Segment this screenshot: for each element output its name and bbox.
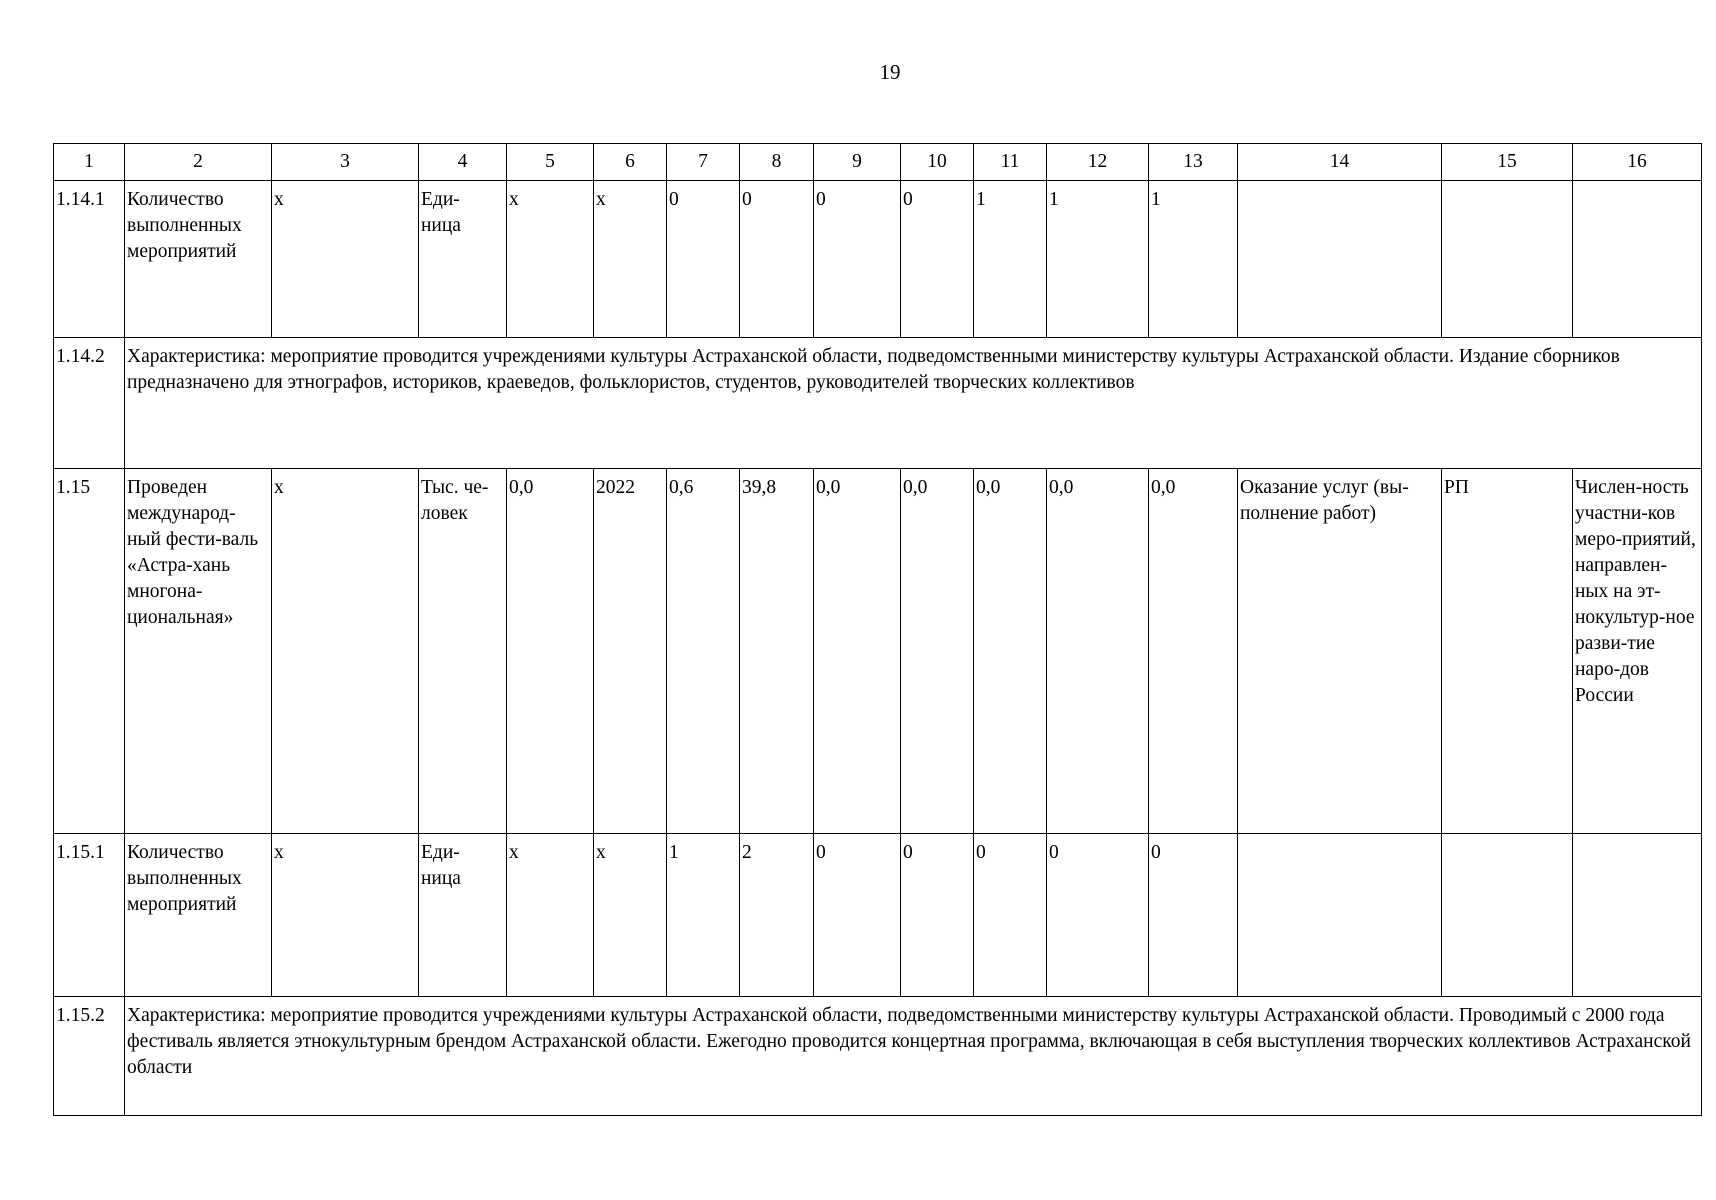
row-number-cell: 1.15 (54, 469, 125, 834)
table-cell: Числен-ность участни-ков меро-приятий, направлен-ных на эт-нокультур-ное разви-тие наро-дов России (1573, 469, 1702, 834)
column-header: 10 (901, 144, 974, 181)
table-header-row (54, 144, 1702, 181)
table-cell (1573, 834, 1702, 997)
table-cell: 0,0 (1047, 469, 1149, 834)
table-cell: 0,0 (814, 469, 901, 834)
table-cell (1238, 181, 1442, 338)
table-cell: 0,0 (507, 469, 594, 834)
column-header: 3 (272, 144, 419, 181)
page-number: 19 (879, 60, 901, 84)
table-cell: 1 (667, 834, 740, 997)
table-cell: x (594, 834, 667, 997)
table-cell: 0 (901, 834, 974, 997)
row-number-cell: 1.15.1 (54, 834, 125, 997)
table-cell (1238, 834, 1442, 997)
row-number-cell: 1.14.2 (54, 338, 125, 469)
table-cell (1442, 181, 1573, 338)
table-cell: Оказание услуг (вы-полнение работ) (1238, 469, 1442, 834)
table-cell: 0,0 (974, 469, 1047, 834)
row-number-cell: 1.14.1 (54, 181, 125, 338)
table-cell (1573, 181, 1702, 338)
table-cell: Еди- ница (419, 181, 507, 338)
characteristic-text-cell: Характеристика: мероприятие проводится учреждениями культуры Астраханской области, подведомственными министерству культуры Астраханской области. Издание сборников предназначено для этнографов, историков, краеведов, фольклористов, студентов, руководителей творческих коллективов (125, 338, 1702, 469)
table-cell: 1 (1047, 181, 1149, 338)
table-cell: x (272, 834, 419, 997)
table-cell: 1 (1149, 181, 1238, 338)
column-header: 5 (507, 144, 594, 181)
table-cell: 0 (1047, 834, 1149, 997)
column-header: 2 (125, 144, 272, 181)
column-header: 1 (54, 144, 125, 181)
row-number-cell: 1.15.2 (54, 997, 125, 1116)
column-header: 11 (974, 144, 1047, 181)
table-cell: Еди- ница (419, 834, 507, 997)
table-cell: Количество выполненных мероприятий (125, 834, 272, 997)
table-cell: x (272, 181, 419, 338)
column-header: 13 (1149, 144, 1238, 181)
table-cell: 0,0 (1149, 469, 1238, 834)
table-row (54, 181, 1702, 338)
column-header: 15 (1442, 144, 1573, 181)
table-cell: 0 (667, 181, 740, 338)
table-cell: 0,6 (667, 469, 740, 834)
table-cell: 0 (1149, 834, 1238, 997)
column-header: 6 (594, 144, 667, 181)
characteristic-text-cell: Характеристика: мероприятие проводится учреждениями культуры Астраханской области, подведомственными министерству культуры Астраханской области. Проводимый с 2000 года фестиваль является этнокультурным брендом Астраханской области. Ежегодно проводится концертная программа, включающая в себя выступления творческих коллективов Астраханской области (125, 997, 1702, 1116)
table-cell: 39,8 (740, 469, 814, 834)
table-cell: 0 (814, 181, 901, 338)
column-header: 16 (1573, 144, 1702, 181)
table-cell: Тыс. че-ловек (419, 469, 507, 834)
table-cell: Количество выполненных мероприятий (125, 181, 272, 338)
column-header: 4 (419, 144, 507, 181)
table-cell (1442, 834, 1573, 997)
table-cell: 0 (901, 181, 974, 338)
table-cell: Проведен международ-ный фести-валь «Астра-хань многона-циональная» (125, 469, 272, 834)
table-cell: 0 (814, 834, 901, 997)
table-cell: 0,0 (901, 469, 974, 834)
table-cell: РП (1442, 469, 1573, 834)
column-header: 9 (814, 144, 901, 181)
column-header: 8 (740, 144, 814, 181)
table-cell: x (507, 834, 594, 997)
table-row (54, 338, 1702, 469)
table-cell: x (594, 181, 667, 338)
table-cell: 0 (740, 181, 814, 338)
table-row (54, 469, 1702, 834)
table-cell: x (272, 469, 419, 834)
table-row (54, 997, 1702, 1116)
column-header: 14 (1238, 144, 1442, 181)
document-table (53, 143, 1702, 1116)
table-cell: 2022 (594, 469, 667, 834)
table-cell: x (507, 181, 594, 338)
column-header: 12 (1047, 144, 1149, 181)
table-row (54, 834, 1702, 997)
column-header: 7 (667, 144, 740, 181)
table-cell: 0 (974, 834, 1047, 997)
table-cell: 2 (740, 834, 814, 997)
table-cell: 1 (974, 181, 1047, 338)
